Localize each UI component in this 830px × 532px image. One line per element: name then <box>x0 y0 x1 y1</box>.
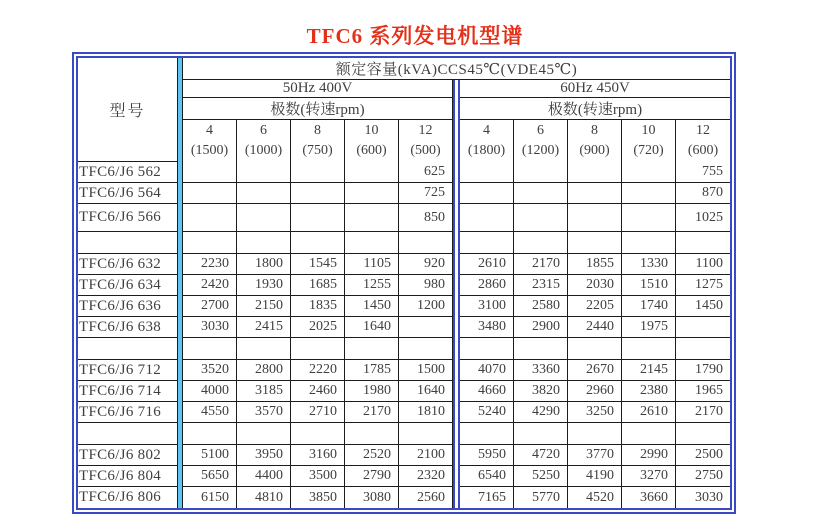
value-cell: 2170 <box>345 402 399 423</box>
value-cell: 1450 <box>345 296 399 317</box>
pole-column-header <box>291 120 345 162</box>
value-cell: 2230 <box>183 254 237 275</box>
value-cell: 3185 <box>237 381 291 402</box>
page-title: TFC6 系列发电机型谱 <box>306 24 524 48</box>
value-cell: 755 <box>676 162 730 183</box>
value-cell: 2860 <box>460 275 514 296</box>
model-cell: TFC6/J6 564 <box>78 183 178 204</box>
section-divider <box>453 402 460 423</box>
value-cell: 1200 <box>399 296 453 317</box>
value-cell: 3030 <box>695 489 723 505</box>
value-cell: 2150 <box>237 296 291 317</box>
value-cell: 2960 <box>568 381 622 402</box>
rpm-value: (720) <box>633 143 664 158</box>
group-separator-row <box>78 232 730 254</box>
rpm-value: (1000) <box>244 143 283 158</box>
value-cell: 5650 <box>183 466 237 487</box>
value-cell: 3270 <box>622 466 676 487</box>
pole-column-header <box>183 120 237 162</box>
value-cell: 3080 <box>345 487 399 508</box>
table-row <box>78 317 730 338</box>
section-divider <box>453 275 460 296</box>
pole-count: 12 <box>418 123 433 139</box>
value-cell: 4000 <box>183 381 237 402</box>
value-cell <box>291 232 345 254</box>
section-divider <box>453 232 460 254</box>
value-cell <box>183 162 237 183</box>
value-cell: 2610 <box>622 402 676 423</box>
pole-count: 8 <box>314 123 321 139</box>
value-cell: 4550 <box>183 402 237 423</box>
section-divider <box>453 487 460 508</box>
value-cell <box>345 204 399 232</box>
value-cell <box>345 232 399 254</box>
value-cell <box>183 183 237 204</box>
value-cell <box>399 423 453 445</box>
rpm-value: (1500) <box>190 143 229 158</box>
value-cell <box>183 204 237 232</box>
value-cell: 1450 <box>676 296 730 317</box>
value-cell: 4400 <box>237 466 291 487</box>
value-cell <box>514 204 568 232</box>
value-cell: 5950 <box>460 445 514 466</box>
value-cell: 3850 <box>291 487 345 508</box>
value-cell: 1105 <box>345 254 399 275</box>
value-cell: 980 <box>399 275 453 296</box>
value-cell <box>568 204 622 232</box>
value-cell: 625 <box>399 162 453 183</box>
value-cell <box>568 423 622 445</box>
model-cell: TFC6/J6 712 <box>78 360 178 381</box>
value-cell: 1330 <box>622 254 676 275</box>
value-cell: 1975 <box>622 317 676 338</box>
table-outer-border <box>72 52 736 514</box>
value-cell: 4190 <box>568 466 622 487</box>
value-cell: 1790 <box>676 360 730 381</box>
value-cell <box>399 338 453 360</box>
value-cell: 1100 <box>676 254 730 275</box>
section-divider <box>453 381 460 402</box>
value-cell: 2320 <box>399 466 453 487</box>
section-divider <box>453 183 460 204</box>
pole-count: 10 <box>364 123 379 139</box>
model-cell: TFC6/J6 806 <box>78 487 178 508</box>
value-cell: 3480 <box>460 317 514 338</box>
value-cell <box>291 183 345 204</box>
value-cell: 4810 <box>237 487 291 508</box>
table-row <box>78 402 730 423</box>
table-row <box>78 487 730 508</box>
table-row <box>78 466 730 487</box>
value-cell <box>345 183 399 204</box>
value-cell: 2030 <box>568 275 622 296</box>
table-row <box>78 381 730 402</box>
value-cell: 1835 <box>291 296 345 317</box>
table-row <box>78 296 730 317</box>
rpm-value: (900) <box>579 143 610 158</box>
value-cell: 850 <box>399 204 453 232</box>
model-cell: TFC6/J6 636 <box>78 296 178 317</box>
table-row <box>78 183 730 204</box>
freq-60hz-label: 60Hz 450V <box>460 80 730 98</box>
model-cell: TFC6/J6 566 <box>78 204 178 232</box>
model-cell: TFC6/J6 714 <box>78 381 178 402</box>
pole-column-header <box>568 120 622 162</box>
value-cell <box>514 423 568 445</box>
value-cell <box>622 232 676 254</box>
value-cell <box>399 232 453 254</box>
value-cell: 2100 <box>399 445 453 466</box>
value-cell: 7165 <box>460 487 514 508</box>
value-cell <box>460 204 514 232</box>
value-cell: 2145 <box>622 360 676 381</box>
pole-column-header <box>514 120 568 162</box>
group-separator-row <box>78 423 730 445</box>
pole-column-header <box>237 120 291 162</box>
rpm-value: (1800) <box>467 143 506 158</box>
value-cell <box>514 232 568 254</box>
value-cell <box>622 183 676 204</box>
value-cell: 6150 <box>183 487 237 508</box>
rpm-value: (500) <box>410 143 441 158</box>
value-cell <box>622 423 676 445</box>
value-cell: 1685 <box>291 275 345 296</box>
value-cell: 2520 <box>345 445 399 466</box>
value-cell: 2700 <box>183 296 237 317</box>
value-cell <box>514 162 568 183</box>
value-cell: 4290 <box>514 402 568 423</box>
pole-column-header <box>399 120 453 162</box>
value-cell: 2460 <box>291 381 345 402</box>
value-cell: 1545 <box>291 254 345 275</box>
value-cell <box>460 232 514 254</box>
value-cell: 4070 <box>460 360 514 381</box>
value-cell: 920 <box>399 254 453 275</box>
generator-capacity-table <box>76 56 732 510</box>
value-cell: 1855 <box>568 254 622 275</box>
table-row <box>78 204 730 232</box>
pole-column-header <box>345 120 399 162</box>
value-cell <box>291 423 345 445</box>
pole-count: 6 <box>260 123 267 139</box>
value-cell <box>237 232 291 254</box>
value-cell: 2990 <box>622 445 676 466</box>
freq-50hz-label: 50Hz 400V <box>183 80 453 98</box>
pole-count: 10 <box>641 123 656 139</box>
table-row <box>78 360 730 381</box>
value-cell: 2670 <box>568 360 622 381</box>
value-cell <box>291 162 345 183</box>
value-cell: 1510 <box>622 275 676 296</box>
value-cell: 2315 <box>514 275 568 296</box>
value-cell <box>568 338 622 360</box>
value-cell <box>622 162 676 183</box>
value-cell <box>460 423 514 445</box>
value-cell <box>676 423 730 445</box>
value-cell <box>345 162 399 183</box>
section-divider <box>453 423 460 445</box>
value-cell <box>568 232 622 254</box>
section-divider <box>453 204 460 232</box>
value-cell: 2500 <box>676 445 730 466</box>
value-cell <box>183 338 237 360</box>
value-cell: 2420 <box>183 275 237 296</box>
value-cell: 2440 <box>568 317 622 338</box>
pole-column-header <box>676 120 730 162</box>
value-cell: 1500 <box>399 360 453 381</box>
value-cell <box>514 338 568 360</box>
rpm-value: (600) <box>356 143 387 158</box>
rpm-value: (750) <box>302 143 333 158</box>
value-cell: 725 <box>399 183 453 204</box>
model-header-cell: 型号 <box>78 58 178 162</box>
model-cell: TFC6/J6 634 <box>78 275 178 296</box>
value-cell: 1930 <box>237 275 291 296</box>
group-separator-row <box>78 338 730 360</box>
value-cell: 3660 <box>622 487 676 508</box>
value-cell <box>237 338 291 360</box>
value-cell: 2380 <box>622 381 676 402</box>
value-cell: 1810 <box>399 402 453 423</box>
section-divider <box>453 338 460 360</box>
value-cell: 1980 <box>345 381 399 402</box>
model-cell: TFC6/J6 802 <box>78 445 178 466</box>
value-cell <box>622 338 676 360</box>
value-cell: 3030 <box>183 317 237 338</box>
value-cell <box>399 317 453 338</box>
section-divider <box>453 445 460 466</box>
value-cell: 1800 <box>237 254 291 275</box>
value-cell: 3160 <box>291 445 345 466</box>
value-cell <box>291 204 345 232</box>
value-cell: 2220 <box>291 360 345 381</box>
value-cell <box>237 423 291 445</box>
value-cell: 1255 <box>345 275 399 296</box>
section-divider <box>453 296 460 317</box>
value-cell: 2800 <box>237 360 291 381</box>
value-cell <box>460 338 514 360</box>
value-cell <box>183 232 237 254</box>
value-cell: 2560 <box>399 487 453 508</box>
value-cell: 3570 <box>237 402 291 423</box>
value-cell: 1275 <box>676 275 730 296</box>
value-cell <box>345 338 399 360</box>
table-row <box>78 254 730 275</box>
table-row <box>78 162 730 183</box>
pole-count: 6 <box>537 123 544 139</box>
model-cell: TFC6/J6 562 <box>78 162 178 183</box>
section-divider <box>453 466 460 487</box>
value-cell: 2025 <box>291 317 345 338</box>
section-divider <box>453 317 460 338</box>
capacity-header-cell: 额定容量(kVA)CCS45℃(VDE45℃) <box>183 58 730 80</box>
value-cell: 3770 <box>568 445 622 466</box>
value-cell <box>514 183 568 204</box>
value-cell <box>676 338 730 360</box>
value-cell: 3820 <box>514 381 568 402</box>
value-cell <box>291 338 345 360</box>
value-cell: 4520 <box>568 487 622 508</box>
value-cell <box>460 183 514 204</box>
rpm-value: (1200) <box>521 143 560 158</box>
value-cell: 2710 <box>291 402 345 423</box>
poles-header-50hz: 极数(转速rpm) <box>183 98 453 120</box>
value-cell: 5250 <box>514 466 568 487</box>
value-cell: 3250 <box>568 402 622 423</box>
value-cell: 3520 <box>183 360 237 381</box>
rpm-value: (600) <box>687 143 719 158</box>
section-divider <box>453 254 460 275</box>
pole-count: 12 <box>696 123 710 139</box>
value-cell: 1965 <box>676 381 730 402</box>
pole-count: 4 <box>483 123 490 139</box>
value-cell: 4720 <box>514 445 568 466</box>
value-cell: 2415 <box>237 317 291 338</box>
value-cell: 2170 <box>514 254 568 275</box>
value-cell: 3100 <box>460 296 514 317</box>
value-cell: 6540 <box>460 466 514 487</box>
section-divider <box>453 162 460 183</box>
value-cell <box>460 162 514 183</box>
value-cell: 3950 <box>237 445 291 466</box>
value-cell: 1640 <box>399 381 453 402</box>
value-cell: 2750 <box>676 466 730 487</box>
value-cell <box>568 183 622 204</box>
model-cell: TFC6/J6 638 <box>78 317 178 338</box>
model-cell <box>78 338 178 360</box>
value-cell: 2580 <box>514 296 568 317</box>
model-cell: TFC6/J6 716 <box>78 402 178 423</box>
section-divider <box>453 98 460 120</box>
value-cell: 2790 <box>345 466 399 487</box>
model-cell <box>78 423 178 445</box>
model-cell: TFC6/J6 804 <box>78 466 178 487</box>
value-cell <box>568 162 622 183</box>
value-cell: 1640 <box>345 317 399 338</box>
value-cell: 2205 <box>568 296 622 317</box>
value-cell <box>237 204 291 232</box>
value-cell <box>622 204 676 232</box>
value-cell: 1025 <box>676 204 730 232</box>
pole-column-header <box>460 120 514 162</box>
value-cell <box>237 162 291 183</box>
value-cell <box>237 183 291 204</box>
value-cell: 2900 <box>514 317 568 338</box>
pole-column-header <box>622 120 676 162</box>
value-cell: 4660 <box>460 381 514 402</box>
value-cell: 3500 <box>291 466 345 487</box>
value-cell: 2610 <box>460 254 514 275</box>
table-row <box>78 445 730 466</box>
value-cell: 2170 <box>676 402 730 423</box>
value-cell <box>676 317 730 338</box>
value-cell: 870 <box>676 183 730 204</box>
value-cell <box>676 232 730 254</box>
model-cell <box>78 232 178 254</box>
value-cell: 1785 <box>345 360 399 381</box>
value-cell <box>345 423 399 445</box>
model-cell: TFC6/J6 632 <box>78 254 178 275</box>
section-divider <box>453 120 460 162</box>
value-cell: 5100 <box>183 445 237 466</box>
table-row <box>78 275 730 296</box>
value-cell: 1740 <box>622 296 676 317</box>
poles-header-60hz: 极数(转速rpm) <box>460 98 730 120</box>
pole-count: 4 <box>206 123 213 139</box>
value-cell: 3360 <box>514 360 568 381</box>
pole-count: 8 <box>591 123 598 139</box>
section-divider <box>453 360 460 381</box>
value-cell: 5770 <box>514 487 568 508</box>
value-cell <box>183 423 237 445</box>
section-divider <box>453 80 460 98</box>
value-cell: 5240 <box>460 402 514 423</box>
